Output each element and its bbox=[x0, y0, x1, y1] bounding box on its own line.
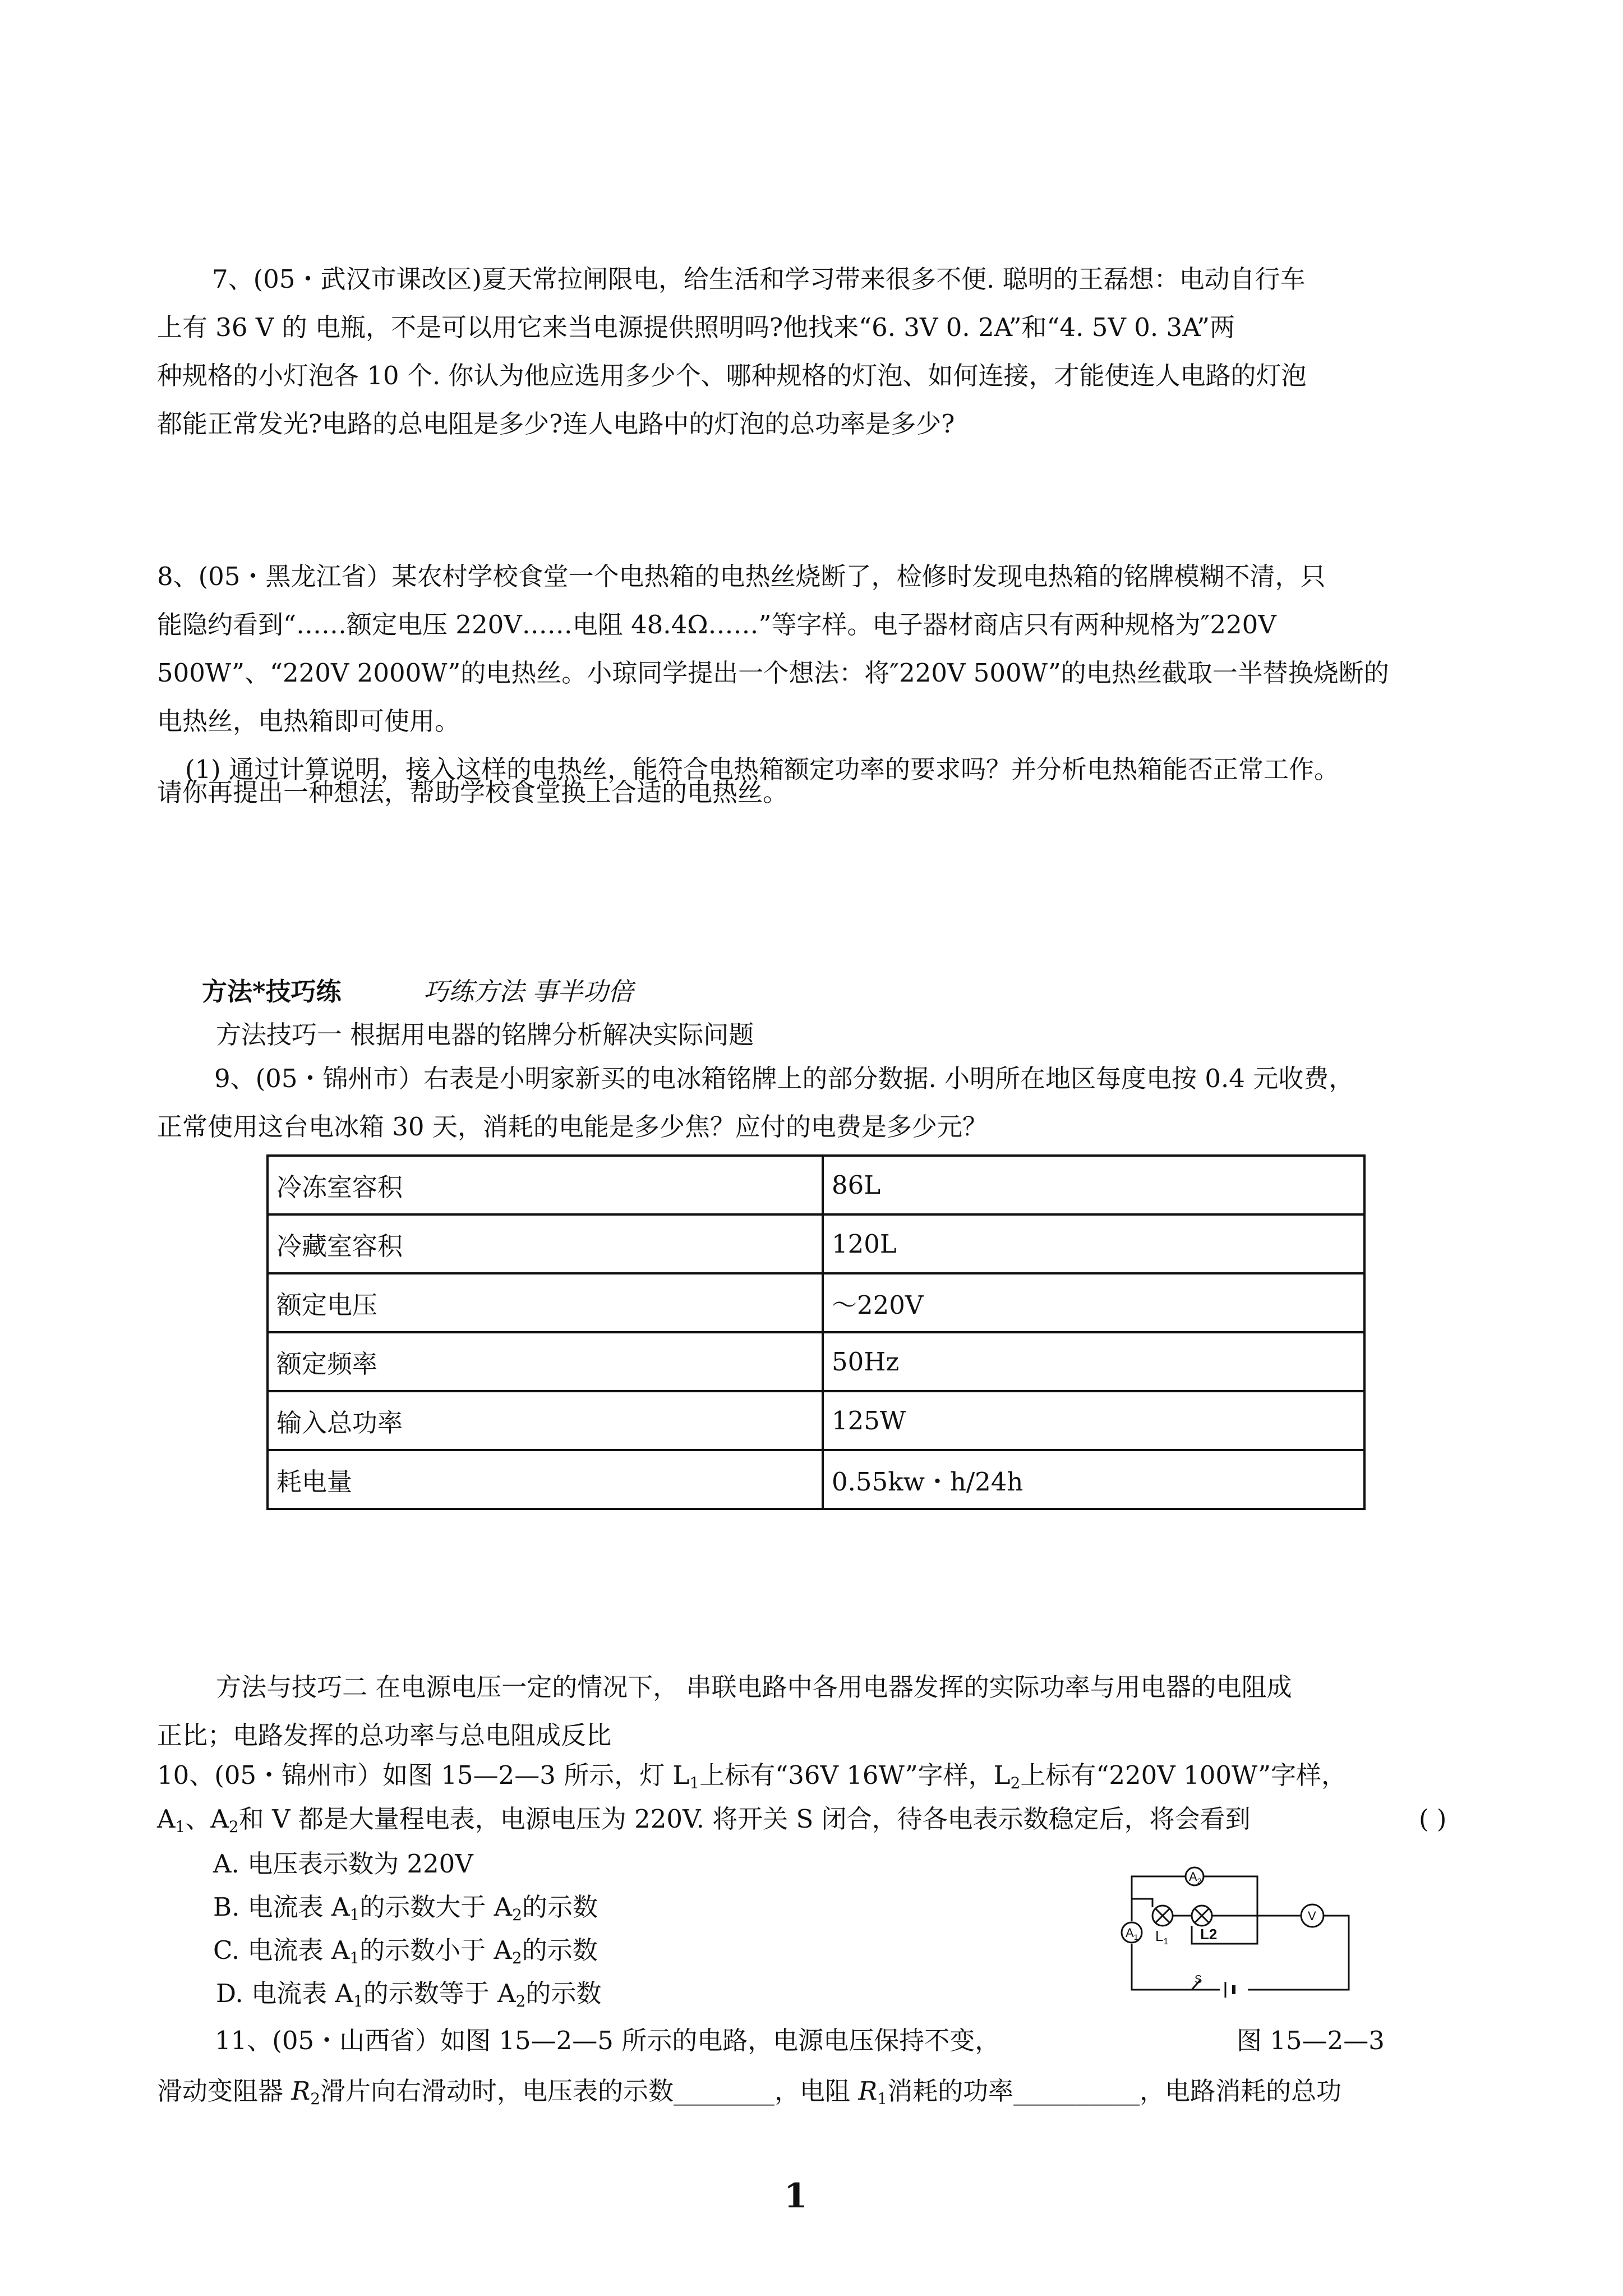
question-8-sub-2: 请你再提出一种想法，帮助学校食堂换上合适的电热丝。 bbox=[157, 777, 789, 807]
question-9-line-1: 9、(05・锦州市）右表是小明家新买的电冰箱铭牌上的部分数据. 小明所在地区每度电按 0.4 元收费， bbox=[214, 1064, 1354, 1093]
question-11-line-1: 11、(05・山西省）如图 15—2—5 所示的电路，电源电压保持不变， bbox=[215, 2026, 1000, 2055]
table-cell-label: 额定频率 bbox=[268, 1332, 823, 1391]
table-cell-value: ～220V bbox=[823, 1273, 1364, 1332]
question-8-sub-1: (1) 通过计算说明，接入这样的电热丝，能符合电热箱额定功率的要求吗？并分析电热箱能否正常工作。 bbox=[185, 754, 1340, 784]
question-7-line-2: 上有 36 V 的 电瓶，不是可以用它来当电源提供照明吗?他找来“6. 3V 0. 2A”和“4. 5V 0. 3A”两 bbox=[157, 312, 1235, 342]
question-8-line-2: 能隐约看到“……额定电压 220V……电阻 48.4Ω……”等字样。电子器材商店只有两种规格为″220V bbox=[157, 610, 1276, 639]
table-cell-label: 额定电压 bbox=[268, 1273, 823, 1332]
table-cell-label: 输入总功率 bbox=[268, 1391, 823, 1450]
table-row bbox=[268, 1156, 1364, 1214]
question-9-line-2: 正常使用这台电冰箱 30 天，消耗的电能是多少焦？应付的电费是多少元？ bbox=[157, 1112, 988, 1142]
figure-label-l2: L2 bbox=[1200, 1926, 1218, 1943]
question-10-line-1: 10、(05・锦州市）如图 15—2—3 所示，灯 $L_1$上标有“36V 16W”字样，$L_2$上标有“220V 100W”字样， bbox=[157, 1760, 1347, 1792]
technique-2-line-2: 正比；电路发挥的总功率与总电阻成反比 bbox=[157, 1720, 612, 1750]
question-10-line-2: $A_1$、$A_2$和 V 都是大量程电表，电源电压为 220V. 将开关 S 闭合，待各电表示数稳定后，将会看到 bbox=[157, 1804, 1251, 1836]
circuit-diagram bbox=[1110, 1865, 1360, 2000]
answer-bracket: ( ) bbox=[1419, 1804, 1447, 1834]
question-8-line-1: 8、(05・黑龙江省）某农村学校食堂一个电热箱的电热丝烧断了，检修时发现电热箱的铭牌模糊不清，只 bbox=[157, 562, 1326, 591]
table-cell-value: 50Hz bbox=[823, 1332, 1364, 1391]
table-cell-label: 耗电量 bbox=[268, 1450, 823, 1509]
table-row bbox=[268, 1214, 1364, 1273]
wire bbox=[1132, 1944, 1220, 1990]
question-11-line-2: 滑动变阻器 $R_2$滑片向右滑动时，电压表的示数________，电阻 $R_1$消耗的功率__________，电路消耗的总功 bbox=[157, 2076, 1342, 2108]
question-7-line-1: 7、(05・武汉市课改区)夏天常拉闸限电，给生活和学习带来很多不便. 聪明的王磊想：电动自行车 bbox=[212, 264, 1306, 294]
figure-caption: 图 15—2—3 bbox=[1237, 2026, 1385, 2055]
figure-label-l1: $L_1$ bbox=[1155, 1927, 1169, 1947]
table-cell-value: 120L bbox=[823, 1214, 1364, 1273]
figure-label-a2: $A_2$ bbox=[1189, 1870, 1202, 1885]
option-c: C. 电流表 $A_1$的示数小于 $A_2$的示数 bbox=[213, 1935, 598, 1967]
technique-1-heading: 方法技巧一 根据用电器的铭牌分析解决实际问题 bbox=[216, 1020, 754, 1050]
question-8-line-3: 500W”、“220V 2000W”的电热丝。小琼同学提出一个想法：将″220V 500W”的电热丝截取一半替换烧断的 bbox=[157, 658, 1389, 688]
table-cell-label: 冷藏室容积 bbox=[268, 1214, 823, 1273]
question-7-line-3: 种规格的小灯泡各 10 个. 你认为他应选用多少个、哪种规格的灯泡、如何连接，才能使连人电路的灯泡 bbox=[157, 361, 1307, 390]
option-d: D. 电流表 $A_1$的示数等于 $A_2$的示数 bbox=[216, 1978, 602, 2010]
table-row bbox=[268, 1273, 1364, 1332]
question-9 bbox=[157, 1055, 1354, 1151]
spec-table bbox=[266, 1154, 1366, 1510]
question-8-line-4: 电热丝，电热箱即可使用。 bbox=[157, 706, 460, 736]
table-row bbox=[268, 1450, 1364, 1509]
figure-label-s: S bbox=[1195, 1973, 1202, 1986]
table-row bbox=[268, 1332, 1364, 1391]
section-motto: 巧练方法 事半功倍 bbox=[423, 977, 634, 1006]
table-cell-label: 冷冻室容积 bbox=[268, 1156, 823, 1214]
technique-2-line-1: 方法与技巧二 在电源电压一定的情况下， 串联电路中各用电器发挥的实际功率与用电器的电阻成 bbox=[216, 1672, 1292, 1702]
lamp-l2-cross bbox=[1195, 1908, 1209, 1923]
wire bbox=[1132, 1899, 1152, 1907]
option-b: B. 电流表 $A_1$的示数大于 $A_2$的示数 bbox=[213, 1892, 598, 1924]
wire bbox=[1204, 1876, 1257, 1899]
wire bbox=[1248, 1916, 1349, 1990]
table-cell-value: 0.55kw・h/24h bbox=[823, 1450, 1364, 1509]
lamp-l1-cross bbox=[1155, 1908, 1170, 1923]
table-row bbox=[268, 1391, 1364, 1450]
option-a: A. 电压表示数为 220V bbox=[213, 1849, 473, 1879]
technique-2 bbox=[157, 1663, 1292, 1760]
question-8 bbox=[157, 553, 1389, 794]
question-7 bbox=[157, 255, 1306, 448]
figure-label-v: V bbox=[1308, 1909, 1316, 1923]
section-title: 方法*技巧练 bbox=[202, 977, 342, 1006]
question-7-line-4: 都能正常发光?电路的总电阻是多少?连人电路中的灯泡的总功率是多少? bbox=[157, 409, 955, 439]
figure-label-a1: $A_1$ bbox=[1126, 1926, 1138, 1941]
table-cell-value: 125W bbox=[823, 1391, 1364, 1450]
page-number: 1 bbox=[784, 2177, 808, 2216]
table-cell-value: 86L bbox=[823, 1156, 1364, 1214]
